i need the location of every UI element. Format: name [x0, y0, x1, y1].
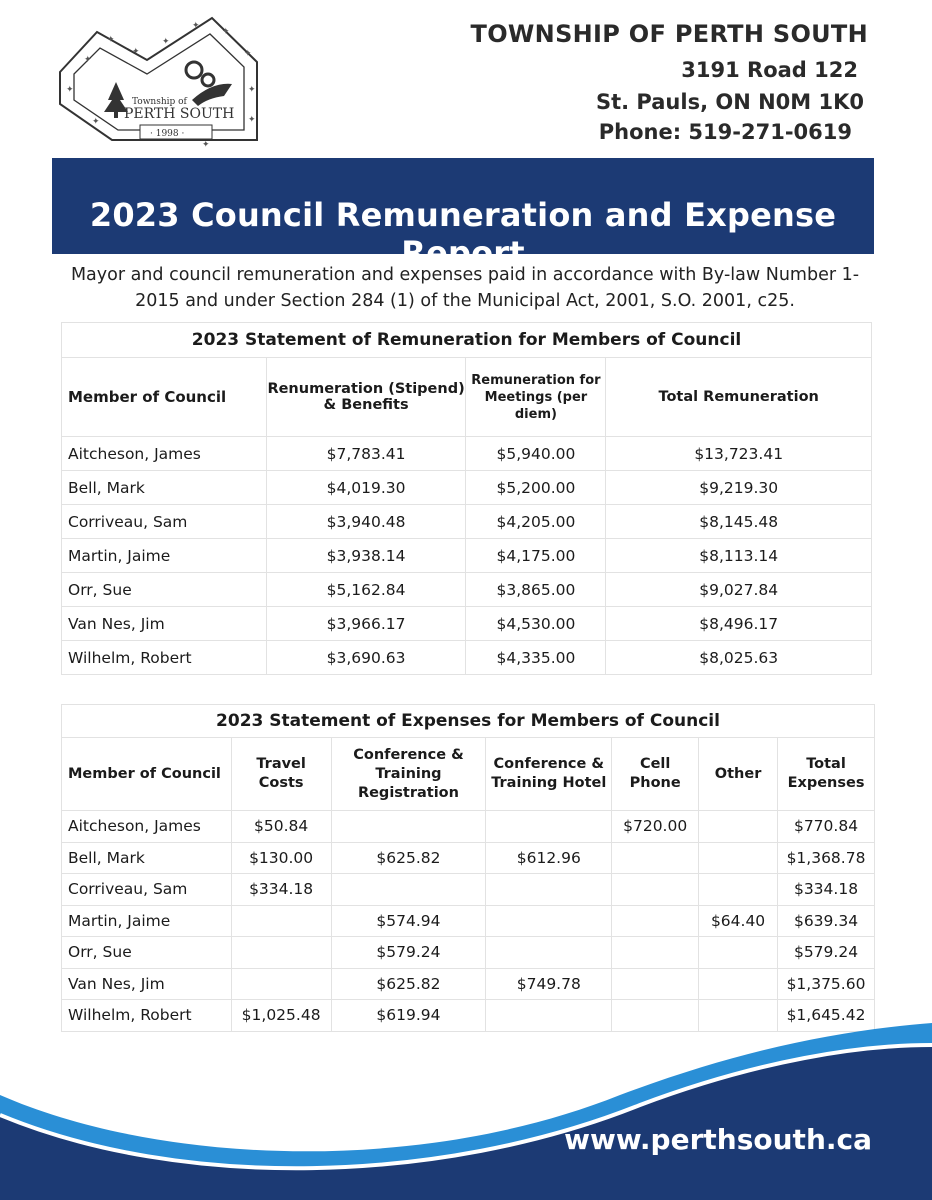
cell-phone-value — [612, 874, 699, 906]
phone-number: Phone: 519-271-0619 — [598, 120, 852, 144]
svg-text:✦: ✦ — [132, 47, 140, 57]
total-value: $8,496.17 — [606, 607, 872, 641]
stipend-value: $3,940.48 — [266, 505, 466, 539]
expenses-caption: 2023 Statement of Expenses for Members of Council — [62, 705, 875, 738]
registration-value — [331, 811, 486, 843]
other-value — [699, 811, 778, 843]
table-row — [62, 937, 875, 969]
member-name: Aitcheson, James — [62, 811, 232, 843]
table-row — [62, 573, 872, 607]
registration-value: $625.82 — [331, 842, 486, 874]
city-address: St. Pauls, ON N0M 1K0 — [595, 90, 864, 114]
svg-text:✦: ✦ — [84, 55, 92, 65]
member-name: Orr, Sue — [62, 573, 267, 607]
total-value: $8,025.63 — [606, 641, 872, 675]
svg-text:✦: ✦ — [162, 37, 170, 47]
table-row — [62, 641, 872, 675]
cell-phone-value — [612, 905, 699, 937]
col-header-member: Member of Council — [62, 738, 232, 811]
stipend-value: $4,019.30 — [266, 471, 466, 505]
table-row — [62, 607, 872, 641]
total-expenses-value: $1,645.42 — [778, 1000, 875, 1032]
col-header-registration: Conference & Training Registration — [331, 738, 486, 811]
logo-text-line1: Township of — [132, 97, 187, 107]
title-banner — [52, 158, 874, 272]
member-name: Corriveau, Sam — [62, 505, 267, 539]
col-header-travel: Travel Costs — [231, 738, 331, 811]
per-diem-value: $4,335.00 — [466, 641, 606, 675]
member-name: Wilhelm, Robert — [62, 1000, 232, 1032]
col-header-cell-phone: Cell Phone — [612, 738, 699, 811]
total-value: $8,113.14 — [606, 539, 872, 573]
total-expenses-value: $1,375.60 — [778, 968, 875, 1000]
member-name: Aitcheson, James — [62, 437, 267, 471]
total-value: $8,145.48 — [606, 505, 872, 539]
website-url[interactable]: www.perthsouth.ca — [564, 1123, 872, 1156]
member-name: Bell, Mark — [62, 842, 232, 874]
col-header-per-diem: Remuneration for Meetings (per diem) — [466, 358, 606, 437]
total-expenses-value: $334.18 — [778, 874, 875, 906]
table-row — [62, 968, 875, 1000]
registration-value: $625.82 — [331, 968, 486, 1000]
table-row — [62, 437, 872, 471]
member-name: Orr, Sue — [62, 937, 232, 969]
registration-value: $574.94 — [331, 905, 486, 937]
svg-text:✦: ✦ — [222, 27, 230, 37]
other-value — [699, 937, 778, 969]
total-expenses-value: $770.84 — [778, 811, 875, 843]
col-header-total-expenses: Total Expenses — [778, 738, 875, 811]
svg-text:✦: ✦ — [248, 115, 256, 125]
footer-wave — [0, 1015, 932, 1200]
hotel-value — [486, 937, 612, 969]
travel-value — [231, 905, 331, 937]
member-name: Bell, Mark — [62, 471, 267, 505]
travel-value: $50.84 — [231, 811, 331, 843]
per-diem-value: $4,205.00 — [466, 505, 606, 539]
table-row — [62, 811, 875, 843]
table-row — [62, 842, 875, 874]
cell-phone-value — [612, 842, 699, 874]
member-name: Wilhelm, Robert — [62, 641, 267, 675]
table-row — [62, 905, 875, 937]
other-value: $64.40 — [699, 905, 778, 937]
logo-text-line2: PERTH SOUTH — [124, 106, 235, 122]
col-header-hotel: Conference & Training Hotel — [486, 738, 612, 811]
cell-phone-value — [612, 968, 699, 1000]
registration-value — [331, 874, 486, 906]
township-logo — [52, 12, 264, 152]
table-row — [62, 471, 872, 505]
hotel-value: $612.96 — [486, 842, 612, 874]
svg-text:✦: ✦ — [202, 140, 210, 150]
col-header-total: Total Remuneration — [606, 358, 872, 437]
total-value: $13,723.41 — [606, 437, 872, 471]
per-diem-value: $5,200.00 — [466, 471, 606, 505]
svg-text:✦: ✦ — [107, 35, 115, 45]
travel-value: $334.18 — [231, 874, 331, 906]
total-expenses-value: $579.24 — [778, 937, 875, 969]
intro-text: Mayor and council remuneration and expenses paid in accordance with By-law Number 1-2015 and under Section 284 (1) of the Municipal Act, 2001, S.O. 2001, c25. — [70, 265, 860, 311]
registration-value: $619.94 — [331, 1000, 486, 1032]
travel-value: $130.00 — [231, 842, 331, 874]
total-value: $9,219.30 — [606, 471, 872, 505]
per-diem-value: $4,175.00 — [466, 539, 606, 573]
col-header-member: Member of Council — [62, 358, 267, 437]
other-value — [699, 842, 778, 874]
per-diem-value: $4,530.00 — [466, 607, 606, 641]
svg-text:✦: ✦ — [192, 21, 200, 31]
total-expenses-value: $639.34 — [778, 905, 875, 937]
cell-phone-value: $720.00 — [612, 811, 699, 843]
org-name: TOWNSHIP OF PERTH SOUTH — [470, 20, 868, 48]
table-row — [62, 539, 872, 573]
total-expenses-value: $1,368.78 — [778, 842, 875, 874]
hotel-value — [486, 874, 612, 906]
other-value — [699, 968, 778, 1000]
expenses-table — [61, 704, 875, 1032]
table-row — [62, 505, 872, 539]
other-value — [699, 874, 778, 906]
col-header-stipend: Renumeration (Stipend) & Benefits — [266, 358, 466, 437]
stipend-value: $3,690.63 — [266, 641, 466, 675]
travel-value: $1,025.48 — [231, 1000, 331, 1032]
registration-value: $579.24 — [331, 937, 486, 969]
cell-phone-value — [612, 937, 699, 969]
member-name: Martin, Jaime — [62, 905, 232, 937]
per-diem-value: $3,865.00 — [466, 573, 606, 607]
hotel-value — [486, 905, 612, 937]
total-value: $9,027.84 — [606, 573, 872, 607]
svg-text:✦: ✦ — [66, 85, 74, 95]
table-row — [62, 874, 875, 906]
member-name: Corriveau, Sam — [62, 874, 232, 906]
logo-year: · 1998 · — [150, 129, 185, 139]
remuneration-caption: 2023 Statement of Remuneration for Members of Council — [62, 323, 872, 358]
svg-text:✦: ✦ — [244, 49, 252, 59]
stipend-value: $3,938.14 — [266, 539, 466, 573]
member-name: Martin, Jaime — [62, 539, 267, 573]
hotel-value — [486, 811, 612, 843]
svg-text:✦: ✦ — [248, 85, 256, 95]
stipend-value: $3,966.17 — [266, 607, 466, 641]
remuneration-table — [61, 322, 872, 675]
hotel-value: $749.78 — [486, 968, 612, 1000]
member-name: Van Nes, Jim — [62, 968, 232, 1000]
stipend-value: $7,783.41 — [266, 437, 466, 471]
col-header-other: Other — [699, 738, 778, 811]
stipend-value: $5,162.84 — [266, 573, 466, 607]
report-title: 2023 Council Remuneration and Expense Report — [89, 196, 837, 272]
street-address: 3191 Road 122 — [681, 58, 858, 82]
member-name: Van Nes, Jim — [62, 607, 267, 641]
travel-value — [231, 937, 331, 969]
travel-value — [231, 968, 331, 1000]
per-diem-value: $5,940.00 — [466, 437, 606, 471]
svg-text:✦: ✦ — [92, 117, 100, 127]
